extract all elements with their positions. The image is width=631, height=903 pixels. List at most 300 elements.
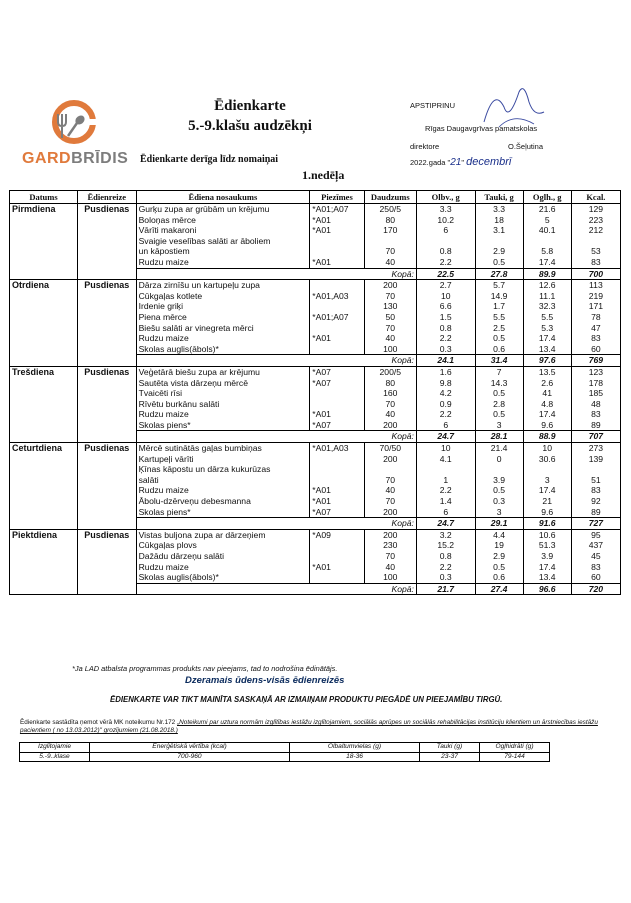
sum-c: 88.9 (523, 431, 571, 443)
day-name: Trešdiena (10, 366, 78, 377)
day-name (10, 464, 78, 475)
fat: 2.9 (475, 551, 523, 562)
norms-value: 5.-9..klase (20, 752, 90, 762)
protein: 3.3 (416, 204, 475, 215)
quantity: 200 (364, 507, 416, 518)
allergen-note (310, 572, 364, 583)
allergen-note: *A01 (310, 333, 364, 344)
fat: 18 (475, 215, 523, 226)
empty-cell (78, 518, 137, 530)
norms-header: Enerģētiskā vērtība (kcal) (90, 743, 290, 753)
sum-c: 89.9 (523, 268, 571, 280)
allergen-note (310, 280, 364, 291)
norms-value: 23-37 (420, 752, 480, 762)
fat: 0 (475, 454, 523, 465)
sum-c: 96.6 (523, 583, 571, 595)
table-row (10, 333, 621, 344)
norms-header-row (20, 743, 550, 753)
fat: 3.9 (475, 475, 523, 486)
allergen-note (310, 464, 364, 475)
empty-cell (136, 583, 310, 595)
dish-name: Skolas auglis(ābols)* (136, 344, 310, 355)
protein: 2.2 (416, 409, 475, 420)
meal-name: Pusdienas (78, 529, 137, 540)
sum-row (10, 518, 621, 530)
empty-cell (10, 518, 78, 530)
fat: 0.5 (475, 388, 523, 399)
allergen-note: *A07 (310, 378, 364, 389)
allergen-note (310, 323, 364, 334)
carbs: 2.6 (523, 378, 571, 389)
table-row (10, 529, 621, 540)
allergen-note (310, 236, 364, 247)
quantity: 200 (364, 280, 416, 291)
date-suffix: " (461, 158, 464, 167)
quantity: 70/50 (364, 443, 416, 454)
sum-k: 727 (571, 518, 620, 530)
quantity: 40 (364, 257, 416, 268)
protein: 0.8 (416, 551, 475, 562)
approval-date (410, 156, 511, 168)
table-row (10, 496, 621, 507)
quantity: 40 (364, 485, 416, 496)
fat: 3 (475, 420, 523, 431)
validity-note: Ēdienkarte derīga līdz nomaiņai (140, 154, 279, 165)
kcal: 78 (571, 312, 620, 323)
kcal: 60 (571, 572, 620, 583)
table-row (10, 301, 621, 312)
table-row (10, 572, 621, 583)
day-name (10, 562, 78, 573)
day-name (10, 378, 78, 389)
protein: 0.8 (416, 246, 475, 257)
dish-name: Gurķu zupa ar grūbām un krējumu (136, 204, 310, 215)
kcal: 60 (571, 344, 620, 355)
meal-name: Pusdienas (78, 443, 137, 454)
meal-name (78, 485, 137, 496)
carbs: 5.8 (523, 246, 571, 257)
day-name (10, 420, 78, 431)
dish-name: Dažādu dārzeņu salāti (136, 551, 310, 562)
day-name (10, 551, 78, 562)
protein: 10 (416, 291, 475, 302)
protein: 4.2 (416, 388, 475, 399)
kcal: 171 (571, 301, 620, 312)
meal-name (78, 323, 137, 334)
day-name: Ceturtdiena (10, 443, 78, 454)
table-row (10, 215, 621, 226)
kcal: 83 (571, 562, 620, 573)
kcal: 223 (571, 215, 620, 226)
allergen-note: *A01,A03 (310, 291, 364, 302)
fat: 3 (475, 507, 523, 518)
protein: 0.9 (416, 399, 475, 410)
empty-cell (310, 583, 364, 595)
meal-name (78, 454, 137, 465)
date-day: 21 (450, 157, 462, 168)
fat: 1.7 (475, 301, 523, 312)
protein: 2.2 (416, 485, 475, 496)
meal-name (78, 475, 137, 486)
norms-header: Ogļhidrāti (g) (480, 743, 550, 753)
sum-p: 22.5 (416, 268, 475, 280)
protein: 0.3 (416, 344, 475, 355)
allergen-note: *A01;A07 (310, 312, 364, 323)
dish-name: Rudzu maize (136, 562, 310, 573)
norms-value: 18-36 (290, 752, 420, 762)
protein: 6 (416, 225, 475, 236)
column-header: Kcal. (571, 191, 620, 204)
meal-name (78, 291, 137, 302)
protein: 1 (416, 475, 475, 486)
document-subtitle: 5.-9.klašu audzēkņi (188, 118, 312, 134)
meal-name (78, 496, 137, 507)
energy-norms-table (19, 742, 550, 762)
fat: 19 (475, 540, 523, 551)
day-name (10, 475, 78, 486)
kcal: 92 (571, 496, 620, 507)
fat: 3.1 (475, 225, 523, 236)
day-name: Pirmdiena (10, 204, 78, 215)
fat: 0.6 (475, 344, 523, 355)
protein: 2.2 (416, 562, 475, 573)
kcal: 83 (571, 333, 620, 344)
meal-name (78, 551, 137, 562)
dish-name: Skolas piens* (136, 420, 310, 431)
empty-cell (310, 518, 364, 530)
quantity: 200/5 (364, 366, 416, 377)
table-row (10, 344, 621, 355)
compiled-prefix: Ēdienkarte sastādīta ņemot vērā MK noteikumu Nr.172 (20, 719, 178, 726)
fat: 2.9 (475, 246, 523, 257)
kcal: 89 (571, 420, 620, 431)
empty-cell (78, 431, 137, 443)
carbs: 5 (523, 215, 571, 226)
protein: 4.1 (416, 454, 475, 465)
table-row (10, 420, 621, 431)
quantity: 80 (364, 215, 416, 226)
meal-name (78, 540, 137, 551)
quantity: 50 (364, 312, 416, 323)
table-row (10, 475, 621, 486)
compiled-regulation: „Noteikumi par uztura normām izglītības iestāžu izglītojamiem, sociālās aprūpes un sociālās rehabilitācijas institūciju klientiem un ārstniecības iestāžu pacientiem ( no 13.03.2012)" grozījumiem (21.08.2018.) (20, 719, 598, 734)
protein (416, 464, 475, 475)
carbs: 13.4 (523, 344, 571, 355)
dish-name: Kartupeļi vārīti (136, 454, 310, 465)
sum-p: 24.7 (416, 431, 475, 443)
column-header: Tauki, g (475, 191, 523, 204)
carbs: 10 (523, 443, 571, 454)
protein (416, 236, 475, 247)
dish-name: Vistas buljona zupa ar dārzeņiem (136, 529, 310, 540)
dish-name: Cūkgaļas plovs (136, 540, 310, 551)
water-note: Dzeramais ūdens-visās ēdienreizēs (185, 675, 345, 686)
day-name (10, 485, 78, 496)
norms-header: Izglītojamie (20, 743, 90, 753)
protein: 2.7 (416, 280, 475, 291)
allergen-note (310, 540, 364, 551)
meal-name (78, 215, 137, 226)
dish-name: Svaigie veselības salāti ar āboliem (136, 236, 310, 247)
meal-name (78, 388, 137, 399)
quantity: 200 (364, 420, 416, 431)
protein: 2.2 (416, 333, 475, 344)
signature-icon (474, 82, 554, 132)
carbs: 12.6 (523, 280, 571, 291)
carbs: 11.1 (523, 291, 571, 302)
day-name (10, 572, 78, 583)
table-row (10, 551, 621, 562)
date-month: decembrī (466, 156, 512, 168)
day-name (10, 225, 78, 236)
day-name (10, 323, 78, 334)
allergen-note: *A07 (310, 366, 364, 377)
day-name (10, 496, 78, 507)
day-name (10, 246, 78, 257)
kcal: 48 (571, 399, 620, 410)
empty-cell (10, 355, 78, 367)
protein: 0.8 (416, 323, 475, 334)
empty-cell (78, 268, 137, 280)
allergen-note: *A09 (310, 529, 364, 540)
kcal: 273 (571, 443, 620, 454)
table-row (10, 540, 621, 551)
meal-name (78, 301, 137, 312)
dish-name: Skolas piens* (136, 507, 310, 518)
meal-name (78, 257, 137, 268)
norms-values-row (20, 752, 550, 762)
sum-c: 97.6 (523, 355, 571, 367)
carbs: 17.4 (523, 257, 571, 268)
empty-cell (310, 431, 364, 443)
kcal: 129 (571, 204, 620, 215)
dish-name: Biešu salāti ar vinegreta mērci (136, 323, 310, 334)
quantity: 70 (364, 323, 416, 334)
sum-k: 700 (571, 268, 620, 280)
table-row (10, 409, 621, 420)
carbs: 17.4 (523, 409, 571, 420)
protein: 1.5 (416, 312, 475, 323)
norms-value: 700-960 (90, 752, 290, 762)
fat: 2.8 (475, 399, 523, 410)
date-prefix: 2022.gada " (410, 158, 451, 167)
fat: 0.5 (475, 409, 523, 420)
allergen-note (310, 399, 364, 410)
day-name (10, 236, 78, 247)
protein: 1.4 (416, 496, 475, 507)
meal-name (78, 333, 137, 344)
protein: 6 (416, 420, 475, 431)
allergen-note: *A01 (310, 409, 364, 420)
carbs: 9.6 (523, 507, 571, 518)
kcal: 47 (571, 323, 620, 334)
carbs: 5.3 (523, 323, 571, 334)
kcal: 178 (571, 378, 620, 389)
dish-name: Cūkgaļas kotlete (136, 291, 310, 302)
meal-name: Pusdienas (78, 204, 137, 215)
fat: 0.5 (475, 562, 523, 573)
change-notice: ĒDIENKARTE VAR TIKT MAINĪTA SASKAŅĀ AR IZMAIŅAM PRODUKTU PIEGĀDĒ UN PIEEJAMĪBU TIRGŪ. (110, 695, 503, 704)
approval-title: APSTIPRINU (410, 101, 456, 110)
quantity: 250/5 (364, 204, 416, 215)
allergen-note: *A01;A07 (310, 204, 364, 215)
carbs: 17.4 (523, 562, 571, 573)
day-name (10, 409, 78, 420)
table-row (10, 443, 621, 454)
kcal: 212 (571, 225, 620, 236)
allergen-note: *A01 (310, 562, 364, 573)
dish-name: Boloņas mērce (136, 215, 310, 226)
allergen-note (310, 246, 364, 257)
table-row (10, 562, 621, 573)
fat: 4.4 (475, 529, 523, 540)
dish-name: Dārza zirnīšu un kartupeļu zupa (136, 280, 310, 291)
norms-header: Olbaltumvielas (g) (290, 743, 420, 753)
allergen-note (310, 475, 364, 486)
table-row (10, 312, 621, 323)
sum-label: Kopā: (364, 355, 416, 367)
table-row (10, 291, 621, 302)
carbs: 40.1 (523, 225, 571, 236)
quantity: 70 (364, 246, 416, 257)
allergen-note: *A01 (310, 215, 364, 226)
protein: 10.2 (416, 215, 475, 226)
kcal: 53 (571, 246, 620, 257)
quantity: 70 (364, 496, 416, 507)
table-row (10, 454, 621, 465)
empty-cell (78, 355, 137, 367)
meal-name: Pusdienas (78, 366, 137, 377)
empty-cell (10, 583, 78, 595)
allergen-note: *A07 (310, 507, 364, 518)
day-name (10, 257, 78, 268)
sum-row (10, 431, 621, 443)
quantity: 160 (364, 388, 416, 399)
fat: 5.7 (475, 280, 523, 291)
sum-f: 27.8 (475, 268, 523, 280)
empty-cell (136, 268, 310, 280)
table-row (10, 366, 621, 377)
approval-school: Rīgas Daugavgrīvas pamatskolas (425, 124, 538, 133)
carbs: 9.6 (523, 420, 571, 431)
quantity: 40 (364, 333, 416, 344)
fat: 14.3 (475, 378, 523, 389)
kcal: 437 (571, 540, 620, 551)
quantity (364, 236, 416, 247)
column-header: Olbv., g (416, 191, 475, 204)
sum-f: 28.1 (475, 431, 523, 443)
kcal: 139 (571, 454, 620, 465)
carbs: 17.4 (523, 485, 571, 496)
protein: 6 (416, 507, 475, 518)
carbs: 13.5 (523, 366, 571, 377)
day-name (10, 291, 78, 302)
carbs (523, 236, 571, 247)
sum-c: 91.6 (523, 518, 571, 530)
kcal: 83 (571, 257, 620, 268)
dish-name: Rudzu maize (136, 333, 310, 344)
sum-k: 707 (571, 431, 620, 443)
allergen-note: *A01 (310, 496, 364, 507)
table-row (10, 388, 621, 399)
meal-name (78, 572, 137, 583)
day-name (10, 333, 78, 344)
dish-name: Piena mērce (136, 312, 310, 323)
carbs: 21.6 (523, 204, 571, 215)
fat: 0.6 (475, 572, 523, 583)
empty-cell (310, 355, 364, 367)
carbs: 51.3 (523, 540, 571, 551)
approval-director: direktore (410, 142, 440, 151)
dish-name: Rīvētu burkānu salāti (136, 399, 310, 410)
kcal: 51 (571, 475, 620, 486)
quantity: 70 (364, 399, 416, 410)
day-name (10, 312, 78, 323)
dish-name: un kāpostiem (136, 246, 310, 257)
day-name (10, 344, 78, 355)
kcal: 83 (571, 485, 620, 496)
protein: 15.2 (416, 540, 475, 551)
meal-name (78, 420, 137, 431)
quantity: 200 (364, 529, 416, 540)
quantity: 40 (364, 409, 416, 420)
day-name (10, 399, 78, 410)
quantity: 170 (364, 225, 416, 236)
kcal (571, 236, 620, 247)
meal-name (78, 344, 137, 355)
carbs (523, 464, 571, 475)
table-row (10, 280, 621, 291)
day-name (10, 454, 78, 465)
meal-name (78, 409, 137, 420)
sum-p: 21.7 (416, 583, 475, 595)
column-header: Ēdiena nosaukums (136, 191, 310, 204)
sum-f: 31.4 (475, 355, 523, 367)
meal-name (78, 399, 137, 410)
fat: 0.5 (475, 333, 523, 344)
dish-name: Vārīti makaroni (136, 225, 310, 236)
quantity (364, 464, 416, 475)
empty-cell (136, 355, 310, 367)
protein: 3.2 (416, 529, 475, 540)
week-label: 1.nedēļa (302, 168, 345, 182)
meal-name (78, 464, 137, 475)
kcal: 185 (571, 388, 620, 399)
allergen-note (310, 551, 364, 562)
protein: 6.6 (416, 301, 475, 312)
table-header (10, 191, 621, 204)
empty-cell (310, 268, 364, 280)
day-name (10, 540, 78, 551)
sum-row (10, 268, 621, 280)
protein: 10 (416, 443, 475, 454)
norms-value: 79-144 (480, 752, 550, 762)
meal-name (78, 562, 137, 573)
allergen-note: *A07 (310, 420, 364, 431)
table-row (10, 323, 621, 334)
quantity: 70 (364, 551, 416, 562)
kcal: 45 (571, 551, 620, 562)
day-name (10, 301, 78, 312)
table-row (10, 507, 621, 518)
sum-f: 27.4 (475, 583, 523, 595)
table-row (10, 246, 621, 257)
kcal (571, 464, 620, 475)
carbs: 32.3 (523, 301, 571, 312)
day-name (10, 507, 78, 518)
empty-cell (10, 268, 78, 280)
protein: 2.2 (416, 257, 475, 268)
